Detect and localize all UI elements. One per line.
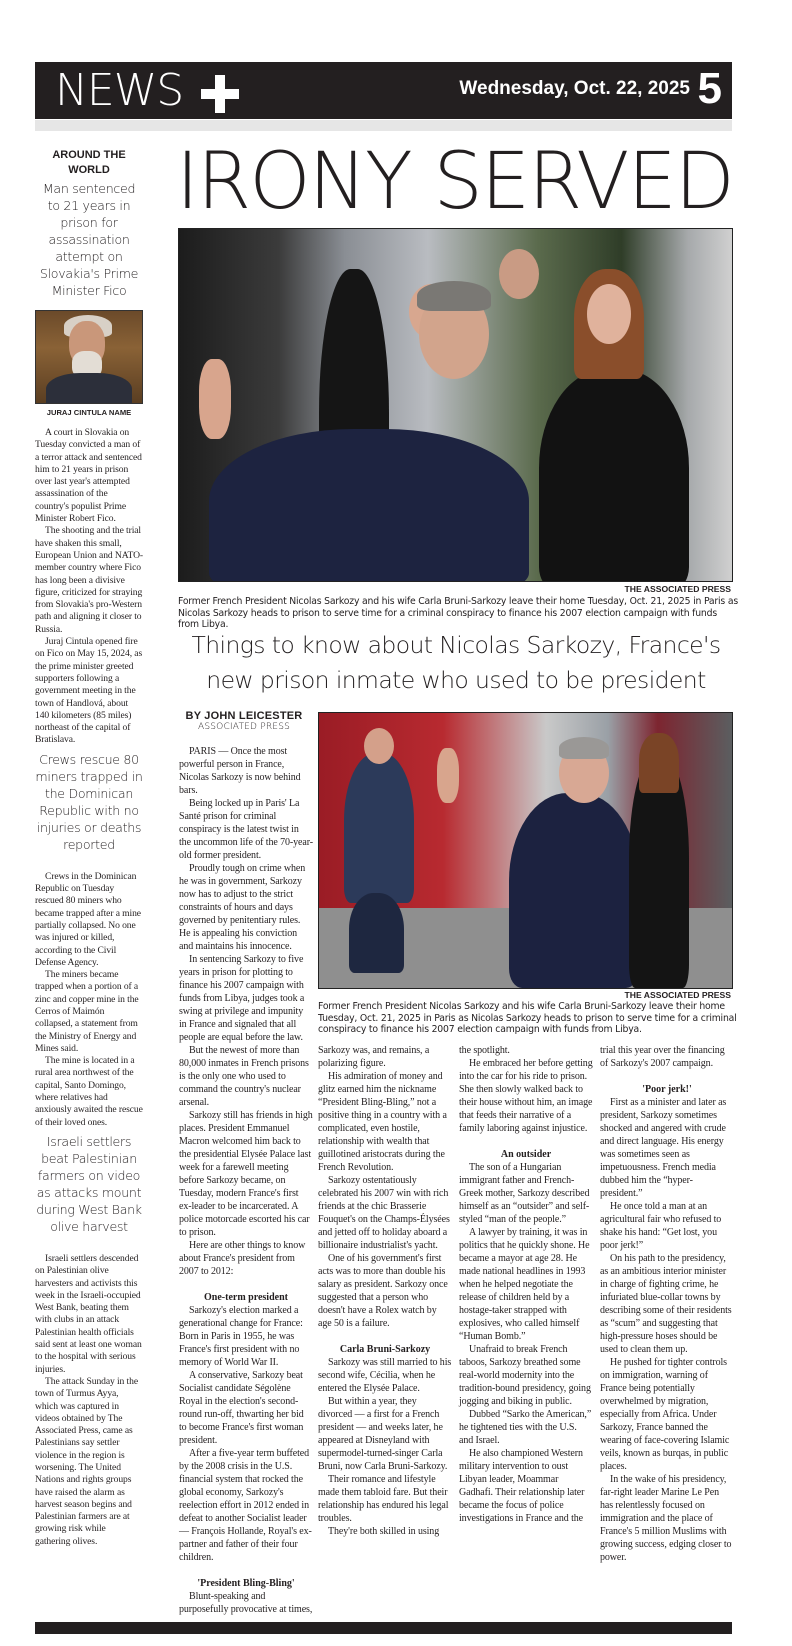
- article-photo: [318, 712, 733, 989]
- paragraph: After a five-year term buffeted by the 2008 crisis in the U.S. financial system that rocked the global economy, Sarkozy's reelection effort in 2012 ended in defeat to another Socialist leader — François Hollande, Royal's ex-partner and father of their four children.: [179, 1448, 312, 1563]
- footer-bar: [35, 1622, 732, 1634]
- rail-headline: Crews rescue 80 miners trapped in the Dominican Republic with no injuries or deaths reported: [35, 751, 143, 852]
- paragraph: He once told a man at an agricultural fair who refused to shake his hand: “Get lost, you poor jerk!”: [600, 1201, 722, 1251]
- rail-photo-caption: JURAJ CINTULA NAME: [46, 408, 132, 417]
- photo-credit: THE ASSOCIATED PRESS: [624, 990, 731, 1000]
- byline: [180, 710, 308, 732]
- article-column: [179, 745, 313, 1616]
- photo-caption: Former French President Nicolas Sarkozy and his wife Carla Bruni-Sarkozy leave their home Tuesday, Oct. 21, 2025 in Paris as Nicolas Sarkozy heads to prison to serve time for a criminal conspiracy to finance his 2007 election campaign with funds from Libya.: [318, 1001, 737, 1035]
- paragraph: A court in Slovakia on Tuesday convicted a man of a terror attack and sentenced him to 21 years in prison over last year's attempted assassination of the country's populist Prime Minister Robert Fico.: [35, 427, 142, 525]
- lead-photo: [178, 228, 733, 582]
- paragraph: Dubbed “Sarko the American,” he tightened ties with the U.S. and Israel.: [459, 1409, 592, 1446]
- divider-strip: [35, 120, 732, 131]
- paragraph: the spotlight.: [459, 1045, 510, 1056]
- paragraph: A conservative, Sarkozy beat Socialist candidate Ségolène Royal in the election's second-round run-off, thwarting her bid to become France's first woman president.: [179, 1370, 304, 1446]
- paragraph: He also championed Western military intervention to oust Libyan leader, Moammar Gadhafi. Their relationship later became the focus of police investigations in France and the: [459, 1448, 585, 1524]
- paragraph: They're both skilled in using: [328, 1526, 440, 1537]
- page-number: 5: [697, 64, 722, 113]
- rail-photo: [35, 310, 143, 404]
- byline-name: BY JOHN LEICESTER: [185, 710, 303, 722]
- plus-icon: [201, 75, 239, 113]
- paragraph: PARIS — Once the most powerful person in France, Nicolas Sarkozy is now behind bars.: [179, 746, 301, 796]
- paragraph: Being locked up in Paris' La Santé prison for criminal conspiracy is the latest twist in the uncommon life of the 70-year-old former president.: [179, 798, 313, 861]
- section-subhead: An outsider: [500, 1149, 552, 1160]
- rail-story-body: [35, 1253, 143, 1548]
- kicker-headline: IRONY SERVED: [176, 137, 733, 227]
- paragraph: His admiration of money and glitz earned him the nickname “President Bling-Bling,” not a positive thing in a country with a complicated, even hostile, relationship with wealth that guillotined aristocrats during the French Revolution.: [318, 1071, 447, 1173]
- rail-headline: Israeli settlers beat Palestinian farmers on video as attacks mount during West Bank olive harvest: [36, 1133, 142, 1234]
- paragraph: First as a minister and later as president, Sarkozy sometimes shocked and angered with crude and direct language. His energy was sometimes seen as impetuousness. French media dubbed him the “hyper-president.”: [600, 1097, 727, 1199]
- article-column: [600, 1044, 734, 1564]
- rail-story-body: [35, 871, 143, 1129]
- paragraph: Juraj Cintula opened fire on Fico on May 15, 2024, as the prime minister greeted supporters following a government meeting in the town of Handlová, about 140 kilometers (85 miles) northeast of the capital of Bratislava.: [35, 636, 143, 746]
- paragraph: On his path to the presidency, as an ambitious interior minister in charge of fighting crime, he infuriated blue-collar towns by describing some of their residents as “scum” and suggesting that high-pressure hoses should be used to clean them up.: [600, 1253, 732, 1355]
- section-subhead: 'Poor jerk!': [642, 1084, 692, 1095]
- paragraph: Unafraid to break French taboos, Sarkozy breathed some real-world modernity into the tradition-bound presidency, going jogging and biking in public.: [459, 1344, 591, 1407]
- paragraph: In sentencing Sarkozy to five years in prison for plotting to finance his 2007 campaign with funds from Libya, judges took a swing at privilege and impunity in France and signaled that all people are equal before the law.: [179, 954, 305, 1043]
- paragraph: The shooting and the trial have shaken this small, European Union and NATO-member country where Fico has long been a divisive figure, criticized for straying from Slovakia's pro-Western path and aligning it closer to Russia.: [35, 525, 143, 635]
- paragraph: The miners became trapped when a portion of a zinc and copper mine in the Cerros of Maimón collapsed, a statement from the Ministry of Energy and Mines said.: [35, 969, 139, 1054]
- paragraph: trial this year over the financing of Sarkozy's 2007 campaign.: [600, 1045, 725, 1069]
- paragraph: Here are other things to know about France's president from 2007 to 2012:: [179, 1240, 306, 1277]
- paragraph: Crews in the Dominican Republic on Tuesday rescued 80 miners who became trapped after a mine partially collapsed. No one was injured or killed, according to the Civil Defense Agency.: [35, 870, 141, 968]
- paragraph: Sarkozy still has friends in high places. President Emmanuel Macron welcomed him back to the presidential Elysée Palace last week for a farewell meeting before Sarkozy became, on Tuesday, modern France's first ex-leader to be incarcerated. A police motorcade escorted his car to prison.: [179, 1110, 313, 1238]
- paragraph: He embraced her before getting into the car for his ride to prison. She then slowly walked back to their house without him, an image that feeds their narrative of a family laboring against injustice.: [459, 1058, 593, 1134]
- paragraph: The mine is located in a rural area northwest of the capital, Santo Domingo, where relatives had anxiously awaited the rescue of their loved ones.: [35, 1055, 143, 1128]
- paragraph: Their romance and lifestyle made them tabloid fare. But their relationship has endured his legal troubles.: [318, 1474, 449, 1524]
- paragraph: The attack Sunday in the town of Turmus Ayya, which was captured in videos obtained by The Associated Press, came as Palestinians say settler violence in the region is worsening. The United Nations and rights groups have raised the alarm as harvest season begins and Palestinian farmers are at growing risk while gathering olives.: [35, 1375, 138, 1547]
- section-subhead: 'President Bling-Bling': [197, 1578, 295, 1589]
- paragraph: Sarkozy was still married to his second wife, Cécilia, when he entered the Elysée Palace.: [318, 1357, 452, 1394]
- rail-headline: Man sentenced to 21 years in prison for assassination attempt on Slovakia's Prime Minister Fico: [39, 181, 139, 298]
- masthead: [35, 62, 732, 119]
- byline-org: ASSOCIATED PRESS: [197, 722, 291, 732]
- paragraph: One of his government's first acts was to more than double his salary as president. Sarkozy once suggested that a person who doesn't have a Rolex watch by age 50 is a failure.: [318, 1253, 448, 1329]
- issue-date: Wednesday, Oct. 22, 2025: [459, 78, 690, 99]
- article-column: [459, 1044, 593, 1525]
- around-the-world-rail: [35, 148, 143, 1548]
- section-subhead: Carla Bruni-Sarkozy: [339, 1344, 431, 1355]
- article-column: [318, 1044, 452, 1538]
- rail-kicker: AROUND THE WORLD: [52, 149, 126, 176]
- paragraph: In the wake of his presidency, far-right leader Marine Le Pen has relentlessly focused on immigration and the place of France's 5 million Muslims with growing success, edging closer to power.: [600, 1474, 732, 1563]
- paragraph: Sarkozy's election marked a generational change for France: Born in Paris in 1955, he was France's first president with no memory of World War II.: [179, 1305, 303, 1368]
- paragraph: Sarkozy ostentatiously celebrated his 2007 win with rich friends at the chic Brasserie Fouquet's on the Champs-Élysées and jetted off to holiday aboard a billionaire industrialist's yacht.: [318, 1175, 450, 1251]
- paragraph: Sarkozy was, and remains, a polarizing figure.: [318, 1045, 430, 1069]
- paragraph: He pushed for tighter controls on immigration, warning of France being potentially overwhelmed by migration, especially from Africa. Under Sarkozy, France banned the wearing of face-covering Islamic veils, known as burqas, in public places.: [600, 1357, 730, 1472]
- paragraph: The son of a Hungarian immigrant father and French-Greek mother, Sarkozy described himself as an “outsider” and self-styled “man of the people.”: [459, 1162, 590, 1225]
- photo-credit: THE ASSOCIATED PRESS: [624, 584, 731, 594]
- paragraph: A lawyer by training, it was in politics that he quickly shone. He became a mayor at age 28. He made national headlines in 1993 when he helped negotiate the release of children held by a hostage-taker strapped with explosives, who called himself “Human Bomb.”: [459, 1227, 590, 1342]
- section-title: NEWS: [55, 65, 184, 116]
- paragraph: Blunt-speaking and purposefully provocative at times,: [179, 1591, 313, 1615]
- article-headline: Things to know about Nicolas Sarkozy, France's new prison inmate who used to be president: [191, 631, 721, 694]
- photo-caption: Former French President Nicolas Sarkozy and his wife Carla Bruni-Sarkozy leave their home Tuesday, Oct. 21, 2025 in Paris as Nicolas Sarkozy heads to prison to serve time for a criminal conspiracy to finance his 2007 election campaign with funds from Libya.: [178, 596, 738, 630]
- paragraph: But the newest of more than 80,000 inmates in French prisons is the only one who used to command the country's nuclear arsenal.: [179, 1045, 309, 1108]
- paragraph: Proudly tough on crime when he was in government, Sarkozy now has to adjust to the strict constraints of hours and days governed by penitentiary rules. He is appealing his conviction and maintains his innocence.: [179, 863, 306, 952]
- rail-story-body: [35, 427, 143, 747]
- paragraph: Israeli settlers descended on Palestinian olive harvesters and activists this week in the Israeli-occupied West Bank, beating them with clubs in an attack Palestinian health officials said sent at least one woman to the hospital with serious injuries.: [35, 1252, 142, 1375]
- paragraph: But within a year, they divorced — a first for a French president — and weeks later, he appeared at Disneyland with supermodel-turned-singer Carla Bruni, now Carla Bruni-Sarkozy.: [318, 1396, 448, 1472]
- section-subhead: One-term president: [204, 1292, 288, 1303]
